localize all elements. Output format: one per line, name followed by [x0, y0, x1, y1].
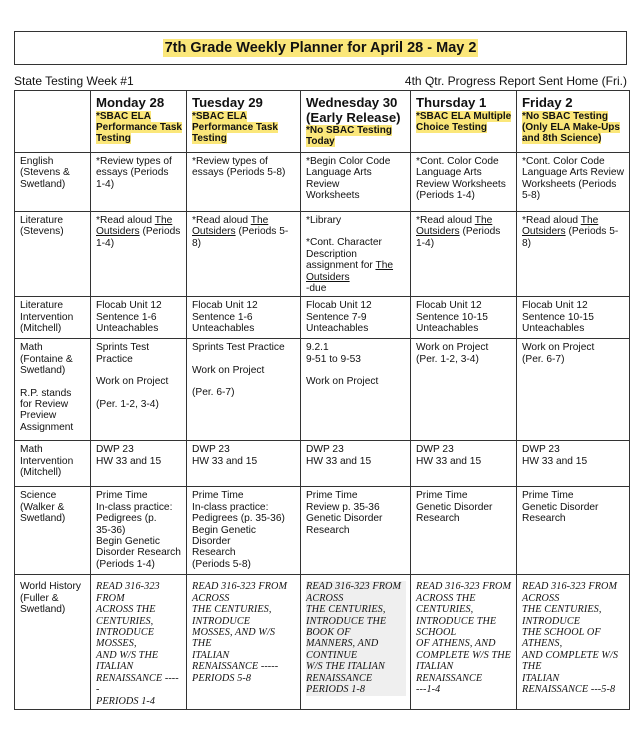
subject-cell-literature-intervention — [15, 297, 91, 339]
day-name: Monday 28 — [96, 95, 165, 110]
cell-line: 9.2.1 — [306, 342, 329, 354]
day-note-line: *No SBAC Testing — [522, 110, 608, 122]
day-header-friday — [517, 91, 630, 153]
subject-line: (Stevens) — [20, 226, 64, 238]
cell-line: *Review types of — [96, 156, 172, 167]
cell-line: ACROSS THE — [96, 604, 156, 616]
day-note-line: Testing — [192, 133, 227, 145]
subject-line: Literature — [20, 215, 64, 226]
cell-line: Research — [192, 547, 236, 559]
book-title-link: Outsiders — [96, 226, 140, 238]
math-intervention-monday-cell — [91, 441, 187, 487]
subject-line: Swetland) — [20, 365, 66, 377]
cell-line: PERIODS 1-4 — [96, 695, 156, 707]
cell-line: Flocab Unit 12 — [306, 300, 372, 312]
cell-line: CENTURIES, — [96, 615, 154, 627]
subject-line: (Stevens & — [20, 167, 70, 179]
cell-line: Begin Genetic Disorder — [192, 524, 256, 548]
cell-line: DWP 23 — [522, 444, 560, 456]
read-aloud-text: *Read aloud — [522, 215, 581, 226]
cell-line: *Begin Color Code — [306, 156, 391, 167]
subject-line: Math — [20, 342, 43, 354]
cell-line: In-class practice: — [96, 501, 173, 513]
cell-line: Sentence 7-9 — [306, 311, 367, 323]
literature-friday-cell — [517, 212, 630, 297]
cell-line: HW 33 and 15 — [522, 455, 588, 467]
cell-line: Sentence 1-6 — [192, 311, 253, 323]
world-history-monday-cell — [91, 575, 187, 709]
cell-line: Language Arts — [416, 167, 482, 179]
day-note-line: *SBAC ELA — [192, 110, 248, 122]
cell-line: THE CENTURIES, — [306, 604, 386, 616]
cell-line: Pedigrees (p. 35-36) — [192, 513, 285, 525]
weekly-planner-table — [14, 90, 630, 710]
cell-line: RENAISSANCE PERIODS 1-8 — [306, 672, 373, 696]
cell-line: ---1-4 — [416, 684, 441, 696]
english-thursday-cell — [411, 153, 517, 212]
cell-line — [192, 215, 296, 226]
cell-line: *Library — [306, 215, 342, 226]
lit-intervention-friday-cell — [517, 297, 630, 339]
subject-line: Math — [20, 444, 43, 456]
subject-line: Literature — [20, 300, 64, 312]
subject-line: English — [20, 156, 54, 167]
math-intervention-tuesday-cell — [187, 441, 301, 487]
cell-line: In-class practice: — [192, 501, 269, 513]
science-thursday-cell — [411, 487, 517, 575]
literature-wednesday-cell — [301, 212, 411, 297]
cell-line: (Per. 6-7) — [192, 387, 235, 399]
cell-line: Work on Project — [522, 342, 595, 354]
math-friday-cell — [517, 339, 630, 441]
cell-line: OF ATHENS, AND — [416, 638, 496, 650]
cell-line: Genetic Disorder — [522, 501, 599, 513]
cell-line: Unteachables — [306, 323, 369, 335]
math-row — [15, 339, 630, 441]
testing-week-label: State Testing Week #1 — [14, 74, 134, 88]
cell-line: Worksheets — [306, 190, 360, 202]
cell-line: *Cont. Character — [306, 237, 382, 249]
cell-line — [416, 226, 512, 237]
lit-intervention-wednesday-cell — [301, 297, 411, 339]
early-release-label: (Early Release) — [306, 109, 401, 125]
cell-line: PERIODS 5-8 — [192, 672, 252, 684]
day-header-monday — [91, 91, 187, 153]
math-wednesday-cell — [301, 339, 411, 441]
cell-line: Unteachables — [96, 323, 159, 335]
subject-line: Intervention — [20, 311, 74, 323]
day-note-line: and 8th Science) — [522, 133, 602, 145]
planner-title: 7th Grade Weekly Planner for April 28 - May 2 — [164, 40, 477, 56]
english-friday-cell — [517, 153, 630, 212]
cell-line: AND W/S THE ITALIAN — [96, 649, 159, 673]
day-name: Thursday 1 — [416, 95, 487, 110]
subject-line: (Fuller & — [20, 592, 59, 604]
cell-line — [306, 260, 406, 271]
subject-line: World History — [20, 581, 81, 593]
book-title-link: The — [250, 215, 269, 226]
cell-line: MANNERS, AND CONTINUE — [306, 638, 379, 661]
cell-line: Prime Time — [192, 490, 244, 502]
world-history-friday-cell — [517, 575, 630, 709]
subject-line: Swetland) — [20, 604, 66, 616]
period-text: (Periods 5-8) — [522, 226, 619, 249]
cell-line: DWP 23 — [192, 444, 230, 456]
cell-line: Worksheets (Periods — [522, 178, 617, 190]
science-friday-cell — [517, 487, 630, 575]
subject-line: (Fontaine & — [20, 353, 73, 365]
book-title-link: The — [474, 215, 493, 226]
cell-line — [96, 226, 182, 237]
cell-line: -due — [306, 283, 327, 295]
cell-line: Unteachables — [192, 323, 255, 335]
cell-line: W/S THE ITALIAN — [306, 661, 385, 673]
math-intervention-thursday-cell — [411, 441, 517, 487]
corner-cell — [15, 91, 91, 153]
day-note-line: *SBAC ELA — [96, 110, 152, 122]
science-tuesday-cell — [187, 487, 301, 575]
cell-line: Begin Genetic — [96, 536, 160, 548]
cell-line: Sprints Test — [96, 342, 150, 354]
english-tuesday-cell — [187, 153, 301, 212]
cell-line: RENAISSANCE ----- — [96, 672, 179, 696]
cell-line: Work on Project — [416, 342, 489, 354]
cell-line: Review p. 35-36 — [306, 501, 380, 513]
math-tuesday-cell — [187, 339, 301, 441]
cell-line: HW 33 and 15 — [192, 455, 258, 467]
cell-line: DWP 23 — [96, 444, 134, 456]
assignment-text: assignment for — [306, 260, 376, 272]
period-text: (Periods — [139, 226, 181, 238]
rp-note-line: R.P. stands — [20, 387, 72, 399]
math-intervention-row — [15, 441, 630, 487]
math-intervention-wednesday-cell — [301, 441, 411, 487]
cell-line: READ 316-323 FROM ACROSS — [192, 581, 288, 604]
world-history-thursday-cell — [411, 575, 517, 709]
wednesday-shaded-block — [306, 581, 406, 695]
day-header-wednesday — [301, 91, 411, 153]
english-row — [15, 153, 630, 212]
day-note-line: Performance Task — [192, 121, 278, 133]
day-note-line: (Only ELA Make-Ups — [522, 121, 620, 133]
cell-line: Research — [306, 524, 350, 536]
cell-line: 1-4) — [96, 237, 115, 249]
period-text: (Periods 5-8) — [192, 226, 289, 249]
cell-line: Prime Time — [522, 490, 574, 502]
cell-line: Research — [416, 513, 460, 525]
cell-line — [416, 215, 512, 226]
cell-line: (Periods 1-4) — [416, 190, 475, 202]
cell-line — [192, 226, 296, 249]
subject-line: Intervention — [20, 455, 74, 467]
cell-line: 9-51 to 9-53 — [306, 353, 361, 365]
cell-line: ITALIAN RENAISSANCE ----- — [192, 649, 279, 673]
cell-line: Pedigrees (p. — [96, 513, 157, 525]
cell-line: *Cont. Color Code — [522, 156, 605, 167]
cell-line: Genetic Disorder — [416, 501, 493, 513]
cell-line: INTRODUCE MOSSES, — [96, 627, 155, 650]
science-row — [15, 487, 630, 575]
day-name: Wednesday 30 — [306, 95, 398, 110]
cell-line: INTRODUCE THE SCHOOL — [416, 615, 497, 639]
literature-intervention-row — [15, 297, 630, 339]
cell-line — [522, 215, 625, 226]
book-title-link: The — [375, 260, 394, 272]
world-history-wednesday-cell — [301, 575, 411, 709]
day-header-row — [15, 91, 630, 153]
cell-line: 1-4) — [416, 237, 435, 249]
cell-line: HW 33 and 15 — [96, 455, 162, 467]
subject-cell-math-intervention — [15, 441, 91, 487]
cell-line: READ 316-323 FROM ACROSS — [306, 581, 402, 604]
subject-cell-math — [15, 339, 91, 441]
book-title-link: Outsiders — [192, 226, 236, 238]
book-title-link: Outsiders — [306, 271, 350, 283]
subject-line: Swetland) — [20, 513, 66, 525]
lit-intervention-monday-cell — [91, 297, 187, 339]
rp-note-line: Assignment — [20, 421, 74, 433]
cell-line: Language Arts Review — [306, 167, 372, 190]
cell-line: HW 33 and 15 — [306, 455, 372, 467]
cell-line: Review Worksheets — [416, 178, 506, 190]
cell-line: MOSSES, AND W/S THE — [192, 627, 276, 650]
cell-line: Work on Project — [96, 376, 169, 388]
subject-line: (Walker & — [20, 501, 65, 513]
cell-line: Prime Time — [416, 490, 468, 502]
day-note-line: Testing — [96, 133, 131, 145]
cell-line: (Per. 1-2, 3-4) — [96, 398, 159, 410]
cell-line: 1-4) — [96, 178, 115, 190]
progress-report-note: 4th Qtr. Progress Report Sent Home (Fri.) — [404, 74, 627, 88]
cell-line: ITALIAN RENAISSANCE — [416, 661, 483, 684]
cell-line: HW 33 and 15 — [416, 455, 482, 467]
cell-line: (Periods 1-4) — [96, 558, 155, 570]
cell-line: Sentence 1-6 — [96, 311, 157, 323]
day-name: Friday 2 — [522, 95, 573, 110]
cell-line: Flocab Unit 12 — [96, 300, 162, 312]
subheader-row — [14, 74, 627, 88]
literature-tuesday-cell — [187, 212, 301, 297]
world-history-tuesday-cell — [187, 575, 301, 709]
cell-line: Work on Project — [192, 364, 265, 376]
cell-line: READ 316-323 FROM — [96, 581, 160, 604]
cell-line — [96, 215, 182, 226]
cell-line: Genetic Disorder — [306, 513, 383, 525]
cell-line: Work on Project — [306, 376, 379, 388]
day-name: Tuesday 29 — [192, 95, 263, 110]
read-aloud-text: *Read aloud — [96, 215, 155, 226]
cell-line: Prime Time — [306, 490, 358, 502]
day-note-line: *No SBAC Testing — [306, 125, 392, 136]
cell-line: Flocab Unit 12 — [192, 300, 258, 312]
cell-line: DWP 23 — [306, 444, 344, 456]
book-title-link: The — [154, 215, 173, 226]
cell-line: Description — [306, 248, 357, 260]
subject-line: Science — [20, 490, 57, 502]
day-header-thursday — [411, 91, 517, 153]
cell-line: THE CENTURIES, INTRODUCE — [192, 604, 272, 627]
read-aloud-text: *Read aloud — [192, 215, 251, 226]
math-intervention-friday-cell — [517, 441, 630, 487]
lit-intervention-tuesday-cell — [187, 297, 301, 339]
science-monday-cell — [91, 487, 187, 575]
book-title-link: Outsiders — [416, 226, 460, 238]
cell-line: Sentence 10-15 — [522, 311, 594, 323]
day-note-line: Choice Testing — [416, 121, 487, 133]
science-wednesday-cell — [301, 487, 411, 575]
cell-line: 35-36) — [96, 524, 126, 536]
book-title-link: Outsiders — [522, 226, 566, 238]
english-monday-cell — [91, 153, 187, 212]
cell-line: READ 316-323 FROM ACROSS — [522, 581, 618, 604]
subject-line: Swetland) — [20, 178, 66, 190]
cell-line: THE CENTURIES, INTRODUCE — [522, 604, 602, 627]
cell-line: essays (Periods — [96, 167, 169, 179]
cell-line: INTRODUCE THE BOOK OF — [306, 615, 387, 639]
rp-note-line: for Review — [20, 399, 69, 411]
cell-line: Unteachables — [522, 323, 585, 335]
cell-line: Practice — [96, 353, 133, 365]
rp-note-line: Preview — [20, 410, 57, 422]
subject-cell-literature — [15, 212, 91, 297]
cell-line: essays (Periods 5-8) — [192, 167, 286, 179]
cell-line — [522, 226, 625, 249]
literature-thursday-cell — [411, 212, 517, 297]
book-title-link: The — [580, 215, 599, 226]
cell-line: COMPLETE W/S THE — [416, 649, 511, 661]
math-monday-cell — [91, 339, 187, 441]
cell-line: Sprints Test Practice — [192, 342, 285, 354]
cell-line: ACROSS THE CENTURIES, — [416, 592, 476, 616]
day-header-tuesday — [187, 91, 301, 153]
subject-line: (Mitchell) — [20, 323, 62, 335]
literature-row — [15, 212, 630, 297]
cell-line: (Periods 5-8) — [192, 558, 251, 570]
cell-line: (Per. 1-2, 3-4) — [416, 353, 479, 365]
literature-monday-cell — [91, 212, 187, 297]
math-thursday-cell — [411, 339, 517, 441]
cell-line: READ 316-323 FROM — [416, 581, 512, 593]
cell-line: Sentence 10-15 — [416, 311, 488, 323]
cell-line: 5-8) — [522, 190, 541, 202]
lit-intervention-thursday-cell — [411, 297, 517, 339]
cell-line: Prime Time — [96, 490, 148, 502]
read-aloud-text: *Read aloud — [416, 215, 475, 226]
subject-cell-world-history — [15, 575, 91, 709]
planner-title-box — [14, 31, 627, 65]
subject-cell-science — [15, 487, 91, 575]
cell-line: Research — [522, 513, 566, 525]
day-note-line: Performance Task — [96, 121, 182, 133]
period-text: (Periods — [459, 226, 501, 238]
cell-line: DWP 23 — [416, 444, 454, 456]
cell-line: *Cont. Color Code — [416, 156, 499, 167]
cell-line: Flocab Unit 12 — [522, 300, 588, 312]
cell-line: AND COMPLETE W/S THE — [522, 649, 619, 673]
cell-line: ITALIAN RENAISSANCE ---5-8 — [522, 672, 616, 696]
subject-line: (Mitchell) — [20, 467, 62, 479]
world-history-row — [15, 575, 630, 709]
cell-line: Language Arts Review — [522, 167, 624, 179]
cell-line: THE SCHOOL OF ATHENS, — [522, 627, 601, 650]
cell-line: Disorder Research — [96, 547, 181, 559]
cell-line: (Per. 6-7) — [522, 353, 565, 365]
day-note-line: Today — [306, 136, 335, 148]
cell-line: Flocab Unit 12 — [416, 300, 482, 312]
english-wednesday-cell — [301, 153, 411, 212]
cell-line: *Review types of — [192, 156, 268, 167]
day-note-line: *SBAC ELA Multiple — [416, 110, 512, 122]
subject-cell-english — [15, 153, 91, 212]
cell-line: Unteachables — [416, 323, 479, 335]
